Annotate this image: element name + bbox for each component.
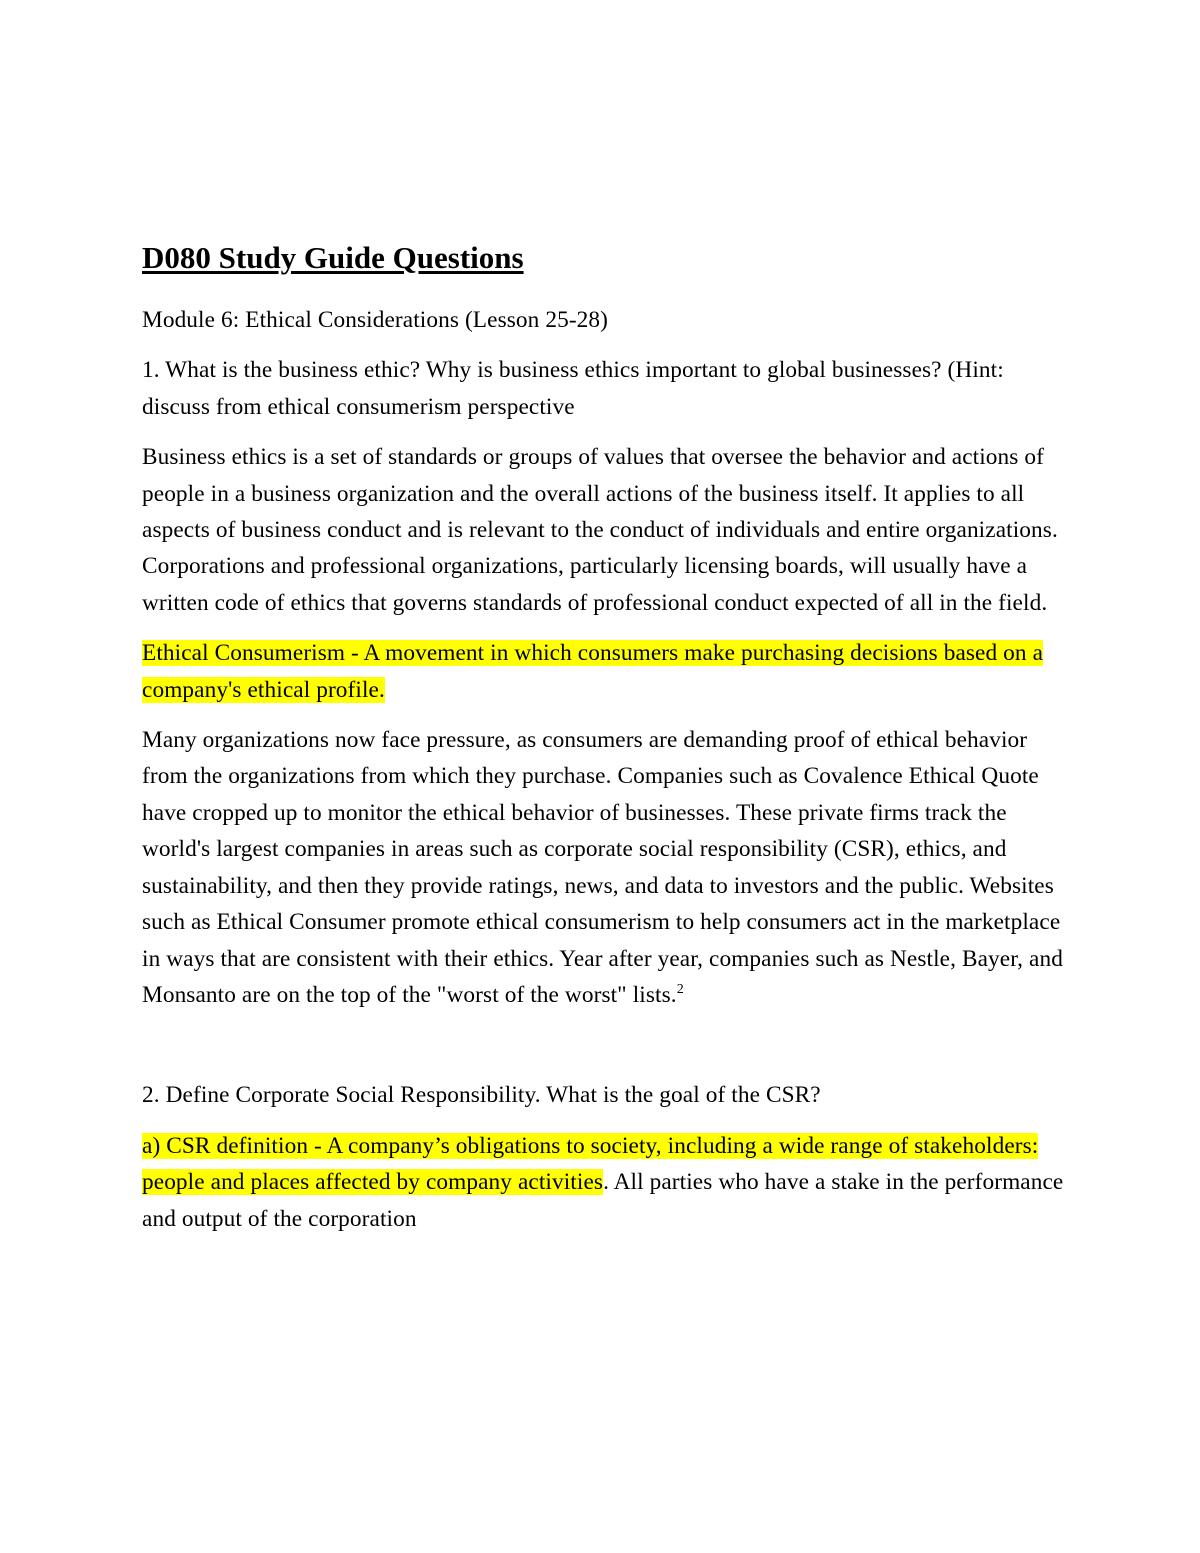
csr-definition-rest: . All parties who have a stake in the performance and output of the corporation	[142, 1169, 1064, 1232]
blank-line	[142, 1027, 1072, 1077]
csr-definition-highlight: a) CSR definition - A company’s obligations to society, including a wide range of stakeholders: people and places affected by company activities	[142, 1132, 1039, 1196]
question-1: 1. What is the business ethic? Why is business ethics important to global businesses? (Hint: discuss from ethical consumerism perspective	[142, 357, 1004, 420]
footnote-marker: 2	[676, 982, 684, 998]
document-title: D080 Study Guide Questions	[142, 240, 524, 275]
answer-1-detail: Many organizations now face pressure, as consumers are demanding proof of ethical behavior from the organizations from which they purchase. Companies such as Covalence Ethical Quote have cropped up to monitor the ethical behavior of businesses. These private firms track the world's largest companies in areas such as corporate social responsibility (CSR), ethics, and sustainability, and then they provide ratings, news, and data to investors and the public. Websites such as Ethical Consumer promote ethical consumerism to help consumers act in the marketplace in ways that are consistent with their ethics. Year after year, companies such as Nestle, Bayer, and Monsanto are on the top of the "worst of the worst" lists.	[142, 727, 1063, 1008]
ethical-consumerism-paragraph	[142, 635, 1072, 708]
module-heading: Module 6: Ethical Considerations (Lesson 25-28)	[142, 307, 609, 333]
csr-definition-paragraph	[142, 1128, 1072, 1237]
answer-1-detail-paragraph	[142, 722, 1072, 1013]
document-page	[142, 236, 1072, 1251]
answer-1-definition: Business ethics is a set of standards or groups of values that oversee the behavior and actions of people in a business organization and the overall actions of the business itself. It applies to all aspects of business conduct and is relevant to the conduct of individuals and entire organizations. Corporations and professional organizations, particularly licensing boards, will usually have a written code of ethics that governs standards of professional conduct expected of all in the field.	[142, 444, 1058, 616]
ethical-consumerism-highlight: Ethical Consumerism - A movement in which consumers make purchasing decisions based on a company's ethical profile.	[142, 640, 1044, 703]
question-2: 2. Define Corporate Social Responsibility. What is the goal of the CSR?	[142, 1082, 821, 1109]
